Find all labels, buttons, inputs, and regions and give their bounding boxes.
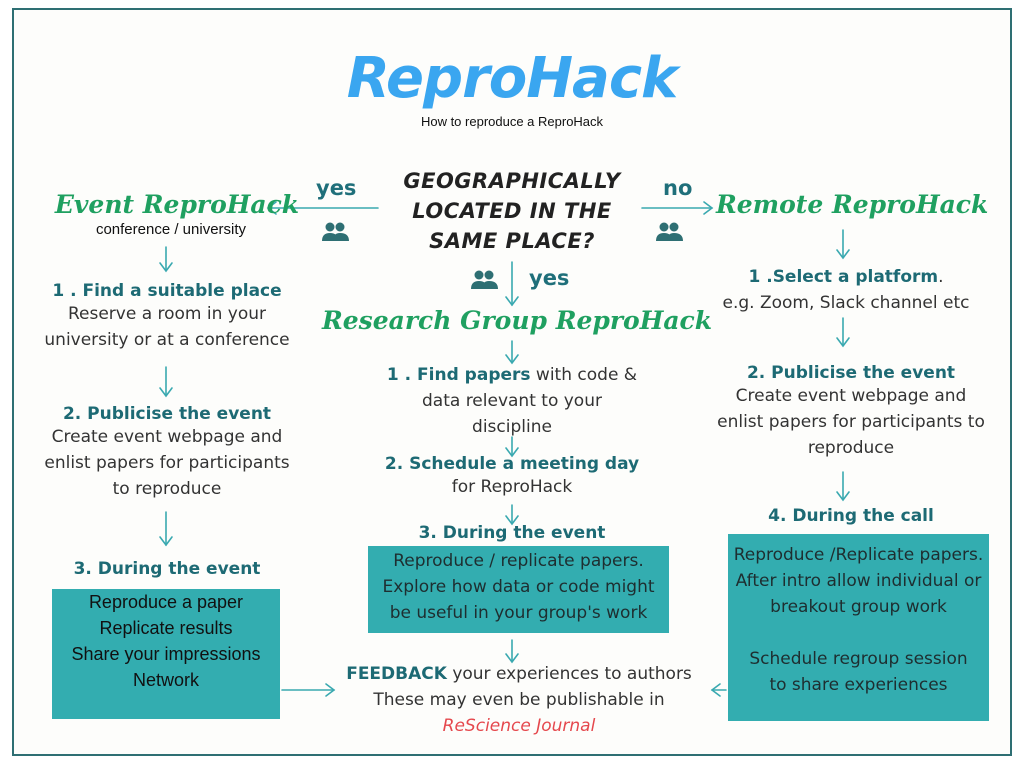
event-step2 [36,404,298,502]
event-step3-title: 3. During the event [73,559,261,579]
research-group-title: Research Group ReproHack [322,306,713,335]
research-step1-text-a: with code & [530,365,638,385]
rescience-journal-link[interactable]: ReScience Journal [442,716,596,736]
research-step2 [352,454,672,500]
event-subtitle: conference / university [95,221,247,238]
event-step2-text: Create event webpage and enlist papers for participants to reproduce [44,427,290,499]
subtitle: How to reproduce a ReproHack [420,114,604,129]
research-step1-title: 1 . Find papers [386,365,531,385]
remote-activity-box [728,534,989,721]
event-box-line: Replicate results [99,618,233,638]
feedback-text-b: These may even be publishable in [373,690,665,710]
event-box-line: Reproduce a paper [88,592,244,612]
research-box-text: Reproduce / replicate papers. Explore how data or code might be useful in your group's work [382,551,655,623]
feedback-text-a: your experiences to authors [446,664,692,684]
remote-step1-text: e.g. Zoom, Slack channel etc [722,293,970,313]
research-step1 [372,362,652,440]
event-step1-title: 1 . Find a suitable place [52,281,282,301]
event-box-line: Share your impressions [71,644,261,664]
remote-step1 [711,264,981,316]
remote-step1-title: 1 .Select a platform [748,267,939,287]
event-activity-box [52,589,280,719]
event-step1-text: Reserve a room in your university or at a conference [44,304,290,350]
remote-box-text-b: Schedule regroup session to share experiences [749,649,968,695]
remote-step2-text: Create event webpage and enlist papers for participants to reproduce [717,386,985,458]
event-step2-title: 2. Publicise the event [62,404,272,424]
research-step1-text-b: data relevant to your discipline [422,391,602,437]
remote-reprohack-title: Remote ReproHack [716,190,989,219]
feedback-section [336,661,702,739]
research-step3-title: 3. During the event [418,523,606,543]
event-box-line: Network [132,670,199,690]
remote-step2-title: 2. Publicise the event [746,363,956,383]
event-reprohack-title: Event ReproHack [54,190,300,219]
remote-step4-title: 4. During the call [768,506,934,526]
remote-step2 [716,363,986,461]
no-right-label: no [663,176,693,200]
event-step1 [36,281,298,353]
remote-step1-dot: . [938,267,944,287]
yes-down-label: yes [529,266,570,290]
yes-left-label: yes [316,176,357,200]
research-activity-box [368,546,669,633]
research-step2-text: for ReproHack [451,477,573,497]
decision-question: GEOGRAPHICALLY LOCATED IN THE SAME PLACE? [403,169,621,253]
feedback-strong: FEEDBACK [346,664,447,684]
research-step2-title: 2. Schedule a meeting day [384,454,640,474]
logo: ReproHack [346,46,678,111]
remote-box-text-a: Reproduce /Replicate papers. After intro allow individual or breakout group work [733,545,984,617]
